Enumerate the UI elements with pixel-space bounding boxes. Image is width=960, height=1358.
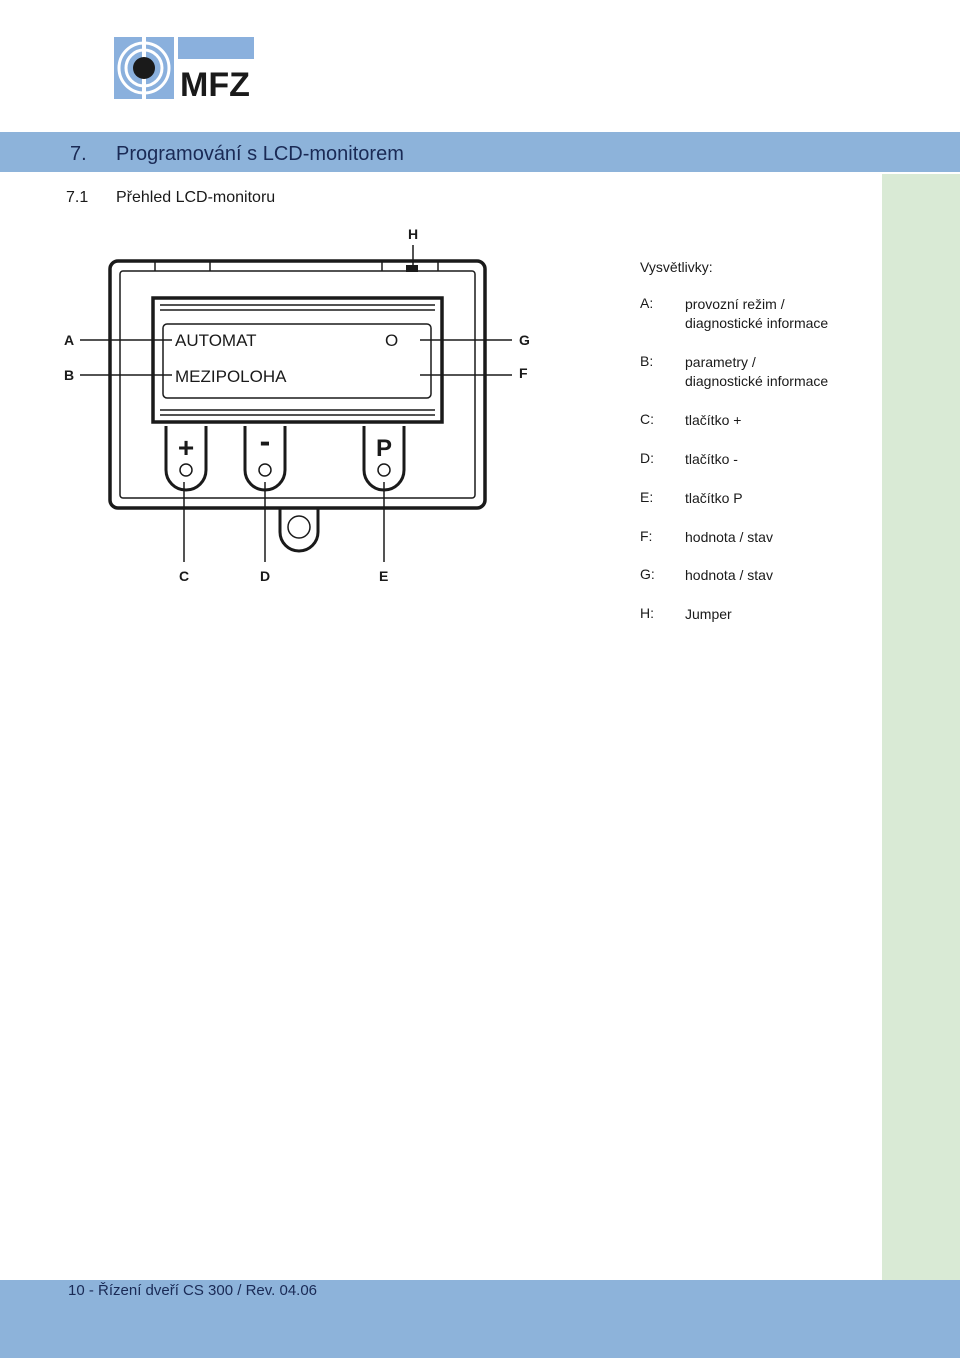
label-g: G — [519, 332, 530, 348]
label-e: E — [379, 568, 389, 584]
legend-key-c: C: — [640, 411, 654, 427]
legend-key-g: G: — [640, 566, 655, 582]
display-line-1-value: O — [385, 331, 399, 350]
legend-value-a: provozní režim / diagnostické informace — [685, 296, 829, 331]
footer-page-info: 10 - Řízení dveří CS 300 / Rev. 04.06 — [68, 1282, 318, 1299]
label-c: C — [179, 568, 190, 584]
legend-value-f: hodnota / stav — [685, 529, 773, 545]
label-a: A — [64, 332, 75, 348]
button-plus-label: + — [177, 432, 195, 463]
section-title: Přehled LCD-monitoru — [116, 189, 276, 206]
lcd-display-frame — [153, 298, 442, 422]
legend-value-h: Jumper — [685, 606, 732, 622]
legend-value-b: parametry / diagnostické informace — [685, 354, 829, 389]
legend-title: Vysvětlivky: — [640, 259, 713, 275]
button-minus-label: - — [259, 423, 271, 459]
legend-value-c: tlačítko + — [685, 412, 742, 428]
side-color-strip — [882, 174, 960, 1280]
lcd-monitor-diagram — [0, 215, 560, 595]
display-line-1: AUTOMAT — [175, 331, 257, 350]
mfz-logo — [114, 37, 254, 99]
mounting-tab — [280, 508, 318, 551]
legend-key-d: D: — [640, 450, 654, 466]
button-p-label: P — [375, 435, 393, 462]
legend-value-d: tlačítko - — [685, 451, 738, 467]
display-line-2: MEZIPOLOHA — [175, 367, 287, 386]
legend-key-a: A: — [640, 295, 654, 311]
logo-text: MFZ — [180, 66, 250, 99]
label-h: H — [408, 226, 419, 242]
label-f: F — [519, 365, 528, 381]
label-b: B — [64, 367, 75, 383]
jumper — [406, 265, 418, 272]
legend-value-e: tlačítko P — [685, 490, 743, 506]
label-d: D — [260, 568, 271, 584]
chapter-number: 7. — [70, 143, 87, 165]
section-number: 7.1 — [66, 189, 89, 206]
chapter-title: Programování s LCD-monitorem — [116, 143, 404, 165]
legend-key-f: F: — [640, 528, 653, 544]
legend-key-h: H: — [640, 605, 654, 621]
legend-key-e: E: — [640, 489, 654, 505]
legend-key-b: B: — [640, 353, 654, 369]
legend-value-g: hodnota / stav — [685, 567, 773, 583]
